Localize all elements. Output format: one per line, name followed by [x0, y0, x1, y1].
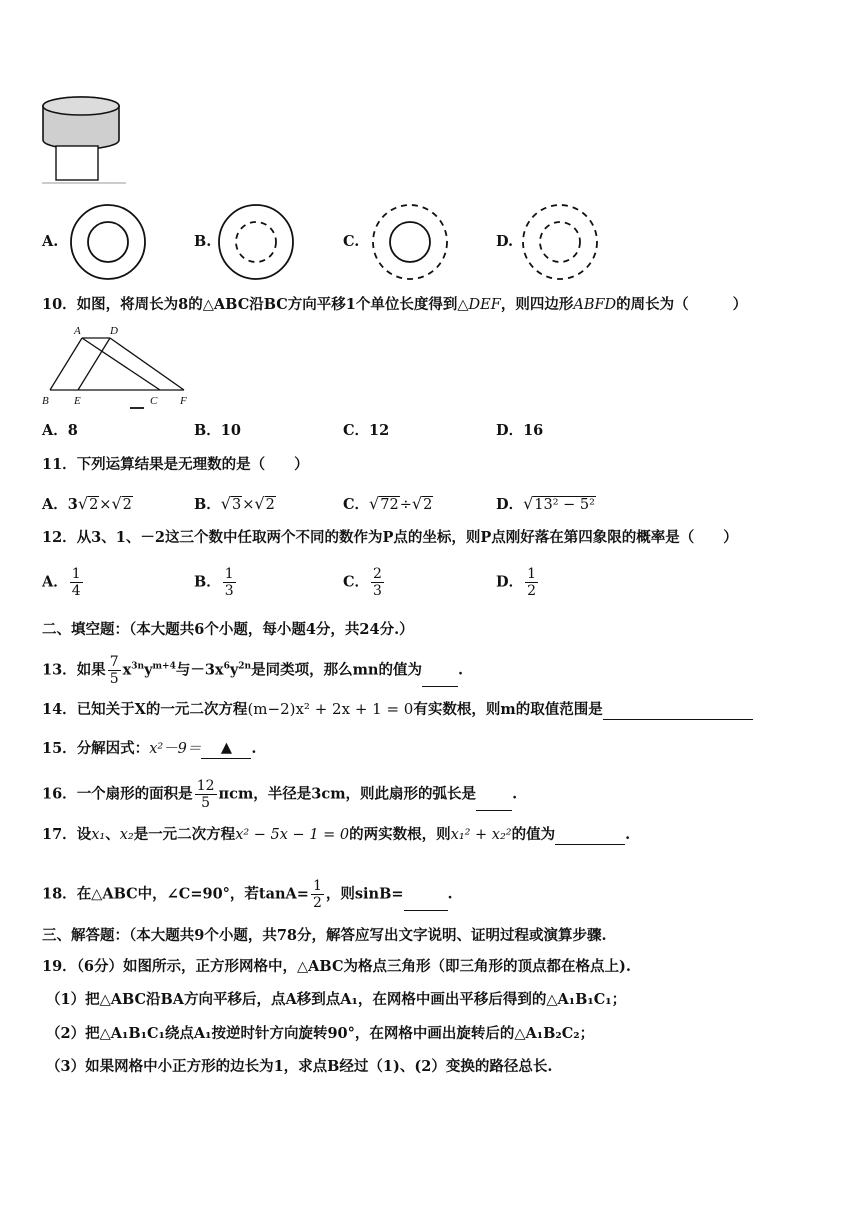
question-16: 16．一个扇形的面积是 $\frac{12}{5}$ πcm，半径是3cm，则此扇形的弧长是 . [42, 778, 518, 811]
question-18: 18．在△ABC中，∠C=90°，若tanA= $\frac{1}{2}$ ，则sinB= . [42, 878, 453, 911]
q10-option-c: C．12 [343, 422, 390, 439]
question-10-stem: 10．如图，将周长为8的△ABC沿BC方向平移1个单位长度得到△DEF，则四边形ABFD的周长为（ ） [42, 296, 748, 313]
q10-option-a: A．8 [42, 422, 78, 439]
q11-option-d: D．√13² − 5² [496, 494, 595, 513]
question-19-part-3: （3）如果网格中小正方形的边长为1，求点B经过（1)、(2）变换的路径总长. [46, 1058, 553, 1075]
q11-option-c: C．√72÷√2 [343, 494, 433, 513]
question-11-stem: 11．下列运算结果是无理数的是（ ） [42, 456, 309, 473]
option-c-rings-icon [368, 200, 454, 284]
question-19-part-1: （1）把△ABC沿BA方向平移后，点A移到点A₁，在网格中画出平移后得到的△A₁B₁C₁； [46, 991, 627, 1008]
q9-option-c-label: C. [343, 233, 360, 250]
vertex-f-label: F [180, 395, 187, 407]
question-19-stem: 19．（6分）如图所示，正方形网格中，△ABC为格点三角形（即三角形的顶点都在格点上). [42, 958, 631, 975]
section-2-heading: 二、填空题：（本大题共6个小题，每小题4分，共24分.） [42, 621, 414, 638]
q9-option-d-label: D. [496, 233, 514, 250]
question-14: 14．已知关于X的一元二次方程(m−2)x² + 2x + 1 = 0有实数根，则m的取值范围是 [42, 699, 753, 720]
question-12-stem: 12．从3、1、－2这三个数中任取两个不同的数作为P点的坐标，则P点刚好落在第四象限的概率是（ ） [42, 529, 738, 546]
q12-option-a: A． $\frac{1}{4}$ [42, 566, 81, 599]
vertex-e-label: E [74, 395, 81, 407]
section-3-heading: 三、解答题：（本大题共9个小题，共78分，解答应写出文字说明、证明过程或演算步骤. [42, 927, 607, 944]
q12-option-d: D． $\frac{1}{2}$ [496, 566, 536, 599]
vertex-d-label: D [110, 325, 118, 337]
option-b-rings-icon [214, 200, 300, 284]
q10-option-d: D．16 [496, 422, 544, 439]
answer-mark: ▲ [201, 738, 251, 759]
vertex-c-label: C [150, 395, 158, 407]
q11-option-b: B．√3×√2 [194, 494, 275, 513]
cylinder-figure [40, 94, 130, 186]
q12-option-b: B． $\frac{1}{3}$ [194, 566, 234, 599]
vertex-a-label: A [74, 325, 81, 337]
q9-option-b-label: B. [194, 233, 212, 250]
option-a-rings-icon [66, 200, 152, 284]
q11-option-a: A．3√2×√2 [42, 494, 132, 513]
q12-option-c: C． $\frac{2}{3}$ [343, 566, 382, 599]
question-17: 17．设x₁、x₂是一元二次方程x² − 5x − 1 = 0的两实数根，则x₁² + x₂²的值为 . [42, 826, 631, 843]
question-15: 15．分解因式：x²－9＝ ▲ . [42, 739, 257, 757]
q10-option-b: B．10 [194, 422, 241, 439]
translation-triangle-figure [40, 322, 200, 410]
option-d-rings-icon [518, 200, 604, 284]
vertex-b-label: B [42, 395, 49, 407]
question-13: 13．如果 $\frac{7}{5}$ $x^{3n}y^{m+4}$与$-3x^6y^{2n}$是同类项，那么mn的值为 . [42, 654, 464, 687]
q9-option-a-label: A. [42, 233, 59, 250]
question-19-part-2: （2）把△A₁B₁C₁绕点A₁按逆时针方向旋转90°，在网格中画出旋转后的△A₁B₂C₂； [46, 1025, 595, 1042]
